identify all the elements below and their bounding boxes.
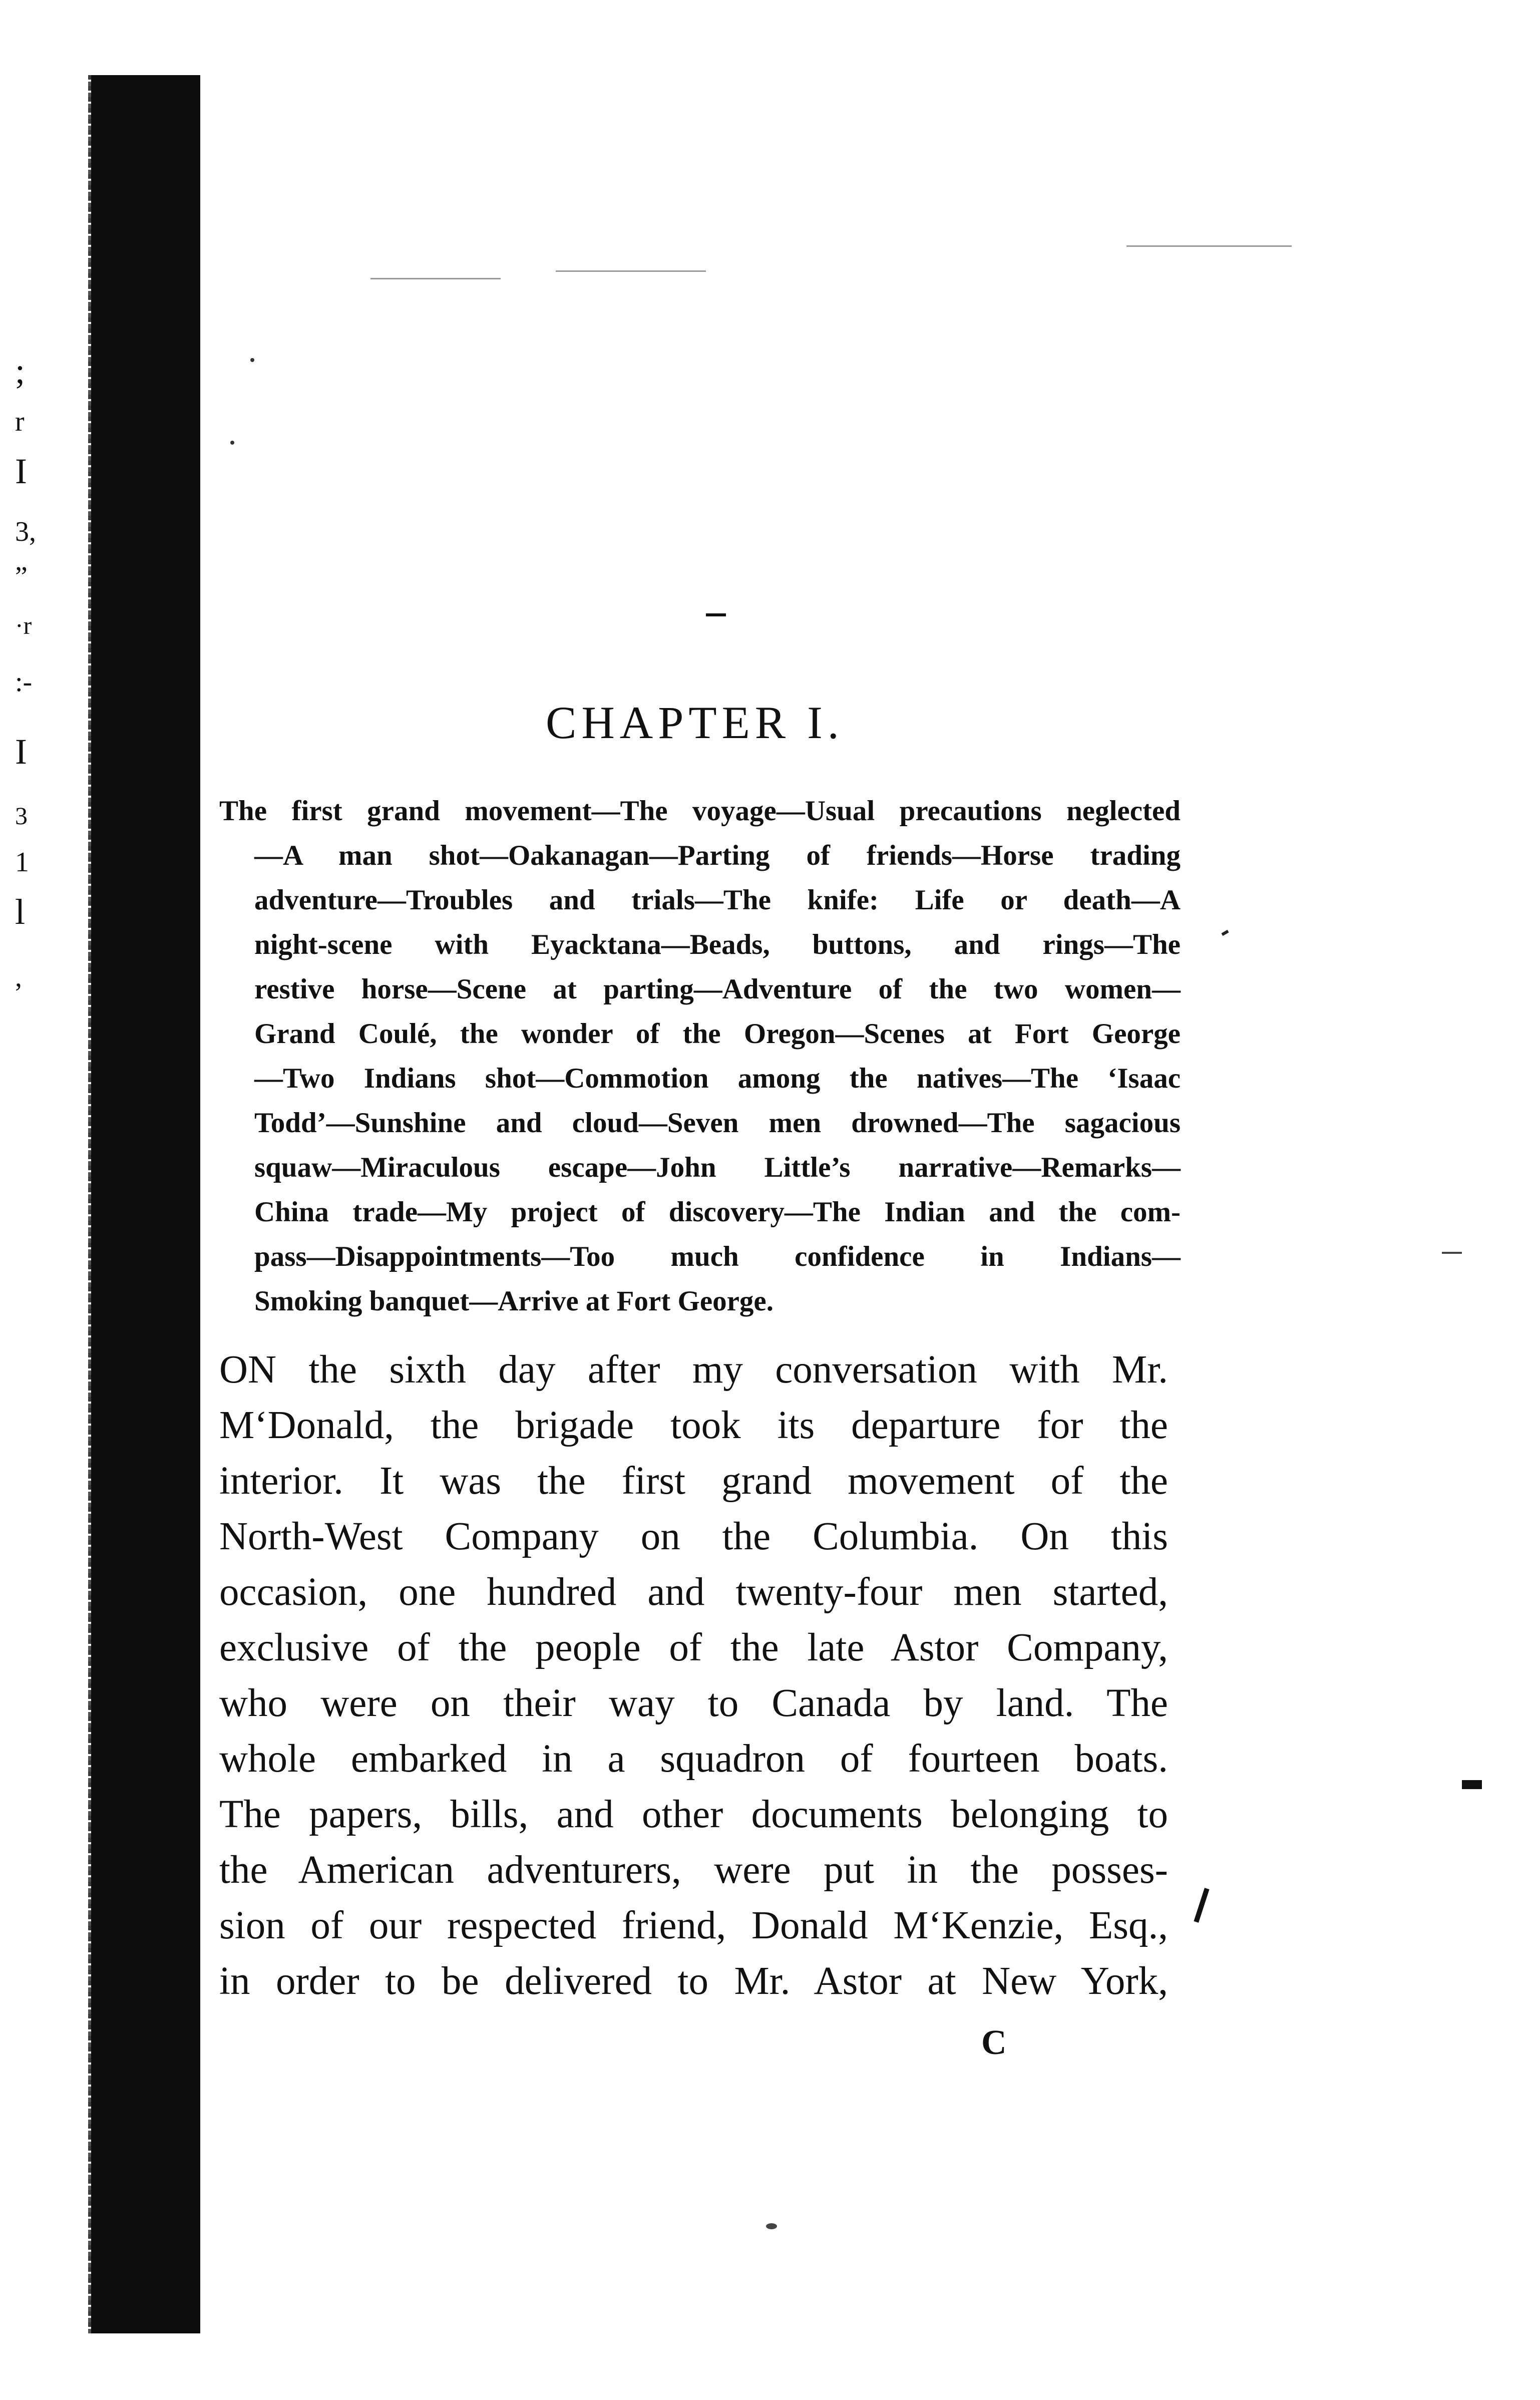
margin-mark: ; [15,351,26,391]
scan-speck [1221,930,1229,936]
summary-line: Todd’—Sunshine and cloud—Seven men drowned—The sagacious [254,1107,1181,1139]
summary-line: adventure—Troubles and trials—The knife: Life or death—A [254,884,1181,916]
summary-line: —Two Indians shot—Commotion among the natives—The ‘Isaac [254,1063,1181,1094]
body-line: in order to be delivered to Mr. Astor at New York, [219,1959,1168,2003]
summary-line: squaw—Miraculous escape—John Little’s narrative—Remarks— [254,1152,1181,1183]
body-line: the American adventurers, were put in the posses- [219,1848,1168,1892]
scan-speck [1462,1780,1482,1789]
scan-line [556,270,706,272]
body-line: M‘Donald, the brigade took its departure for the [219,1404,1168,1447]
scan-speck [766,2223,777,2229]
summary-line: pass—Disappointments—Too much confidence in Indians— [254,1241,1181,1272]
chapter-title: CHAPTER I. [546,697,844,748]
margin-mark: 3 [15,802,28,830]
scan-line [370,278,501,279]
signature-mark: C [981,2023,1007,2062]
body-line: interior. It was the first grand movement of the [219,1459,1168,1503]
body-paragraph [219,1342,1168,2009]
body-line: sion of our respected friend, Donald M‘Kenzie, Esq., [219,1904,1168,1947]
summary-line: restive horse—Scene at parting—Adventure of the two women— [254,973,1181,1005]
margin-mark: r [15,406,25,437]
margin-mark: I [15,732,27,772]
chapter-summary [219,789,1181,1323]
margin-mark: 3, [15,516,36,547]
margin-mark: ·r [15,611,32,639]
margin-mark: 1 [15,847,29,878]
scan-speck [1194,1888,1209,1923]
margin-mark: ” [15,561,28,592]
summary-line: —A man shot—Oakanagan—Parting of friends—Horse trading [254,840,1181,871]
margin-mark: I [15,451,27,491]
scan-speck [1442,1252,1462,1254]
body-line: occasion, one hundred and twenty-four men started, [219,1570,1168,1614]
body-line: whole embarked in a squadron of fourteen boats. [219,1737,1168,1781]
scan-speck [230,441,234,445]
summary-line: China trade—My project of discovery—The Indian and the com- [254,1196,1181,1228]
scan-line [1126,245,1292,247]
binding-gutter [91,75,200,2333]
margin-mark: l [15,892,26,932]
body-line: North-West Company on the Columbia. On this [219,1515,1168,1558]
summary-line: The first grand movement—The voyage—Usual precautions neglected [219,795,1181,827]
body-line: The papers, bills, and other documents belonging to [219,1793,1168,1836]
margin-mark: :- [15,666,33,698]
scan-speck [250,358,254,362]
body-line: who were on their way to Canada by land. The [219,1681,1168,1725]
summary-line: Smoking banquet—Arrive at Fort George. [254,1285,774,1317]
margin-mark: , [15,962,22,993]
summary-line: Grand Coulé, the wonder of the Oregon—Scenes at Fort George [254,1018,1181,1050]
scan-line [706,613,726,616]
summary-line: night-scene with Eyacktana—Beads, buttons, and rings—The [254,929,1181,960]
body-line: ON the sixth day after my conversation with Mr. [219,1348,1168,1392]
body-line: exclusive of the people of the late Astor Company, [219,1626,1168,1669]
